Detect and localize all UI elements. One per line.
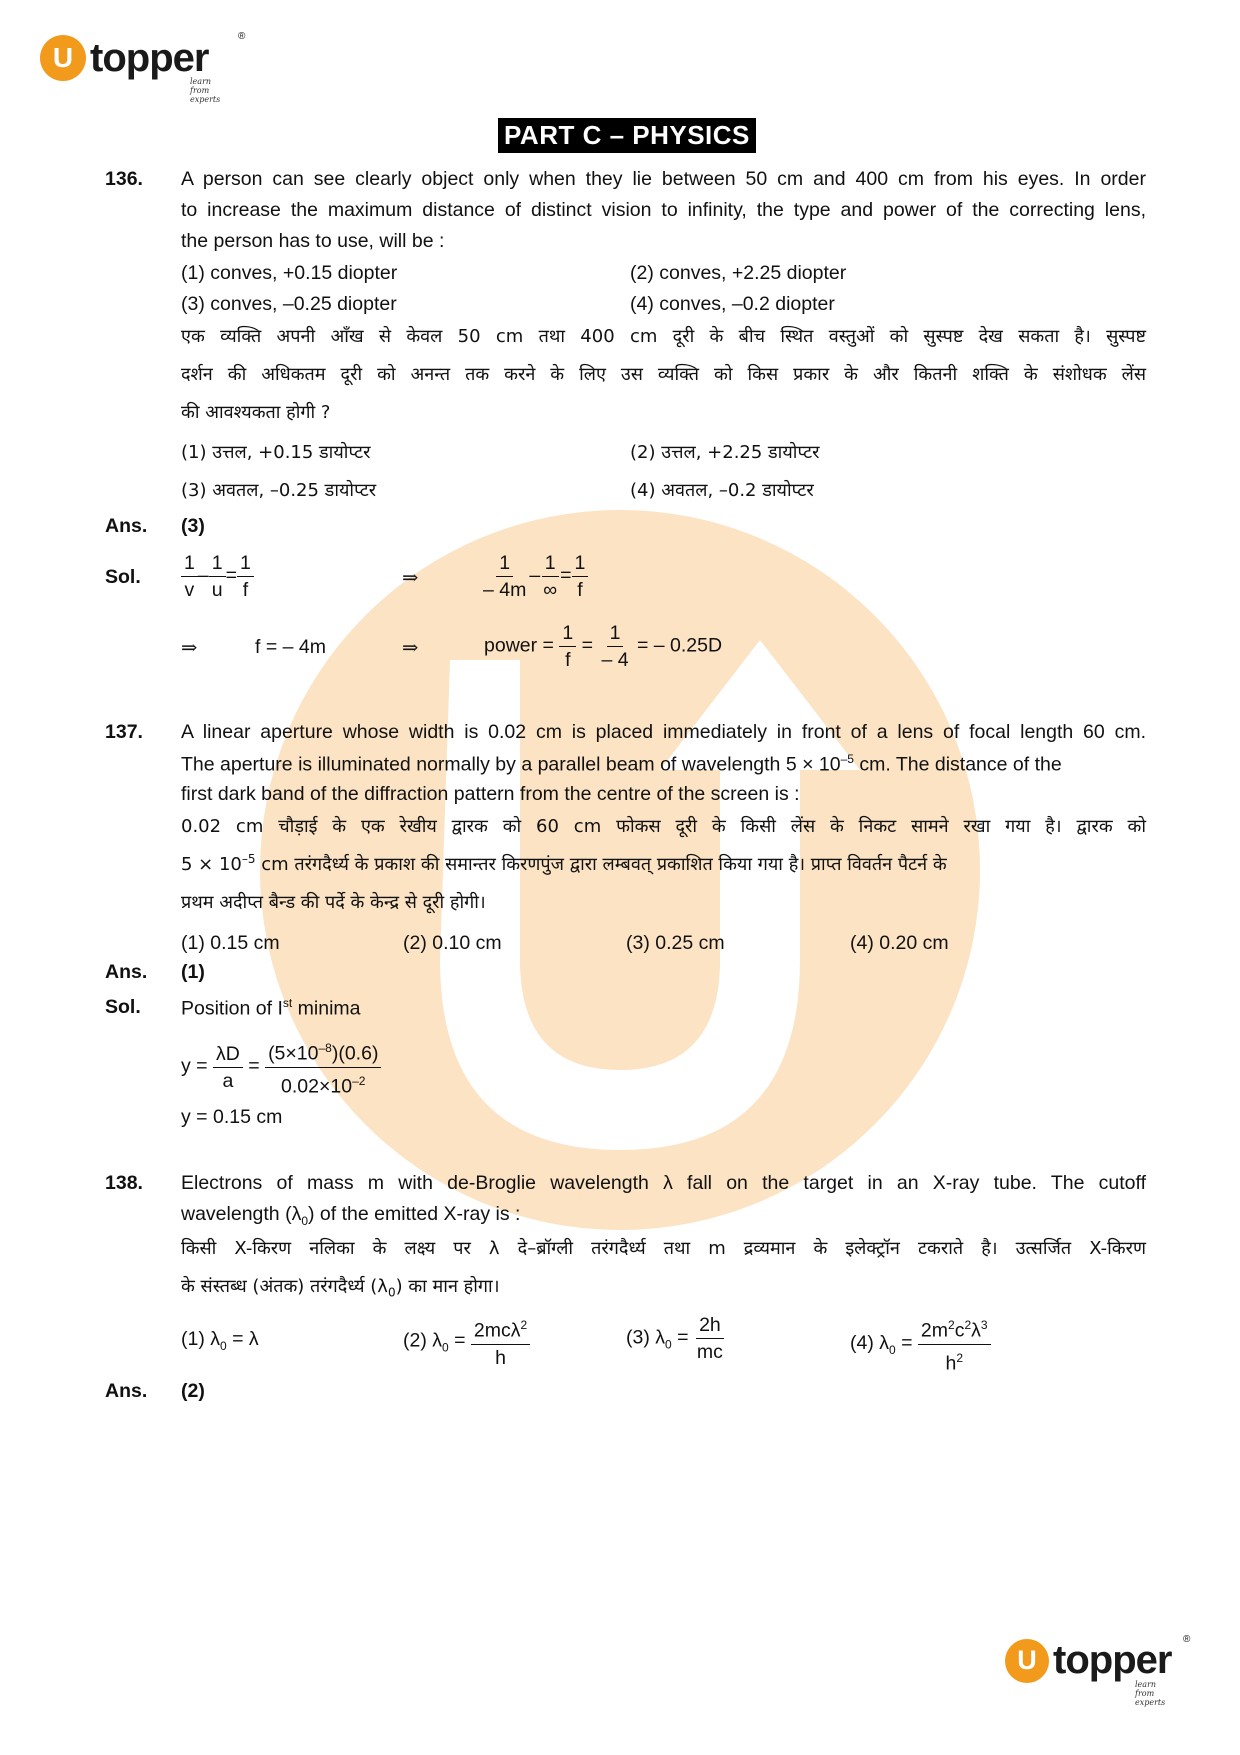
answer-label: Ans.: [105, 961, 148, 983]
q137-option: (1) 0.15 cm: [181, 932, 280, 954]
q136-text-line: the person has to use, will be :: [181, 230, 445, 252]
q136-hindi-line: की आवश्यकता होगी ?: [181, 402, 331, 423]
question-number: 136.: [105, 168, 143, 190]
q136-hindi-line: दर्शन की अधिकतम दूरी को अनन्त तक करने के लिए उस व्यक्ति को किस प्रकार के और कितनी शक्ति के संशोधक लेंस: [181, 364, 1146, 385]
answer-value: (1): [181, 961, 205, 983]
brand-logo-bottom: U topper ® learn from experts: [1005, 1638, 1171, 1683]
q137-option: (4) 0.20 cm: [850, 932, 949, 954]
q138-hindi-line: के संस्तब्ध (अंतक) तरंगदैर्ध्य $(\lambda_0)$ का मान होगा।: [181, 1276, 500, 1300]
q138-text-line: wavelength $(\lambda_0)$ of the emitted X-ray is :: [181, 1203, 521, 1228]
solution-result: y = 0.15 cm: [181, 1106, 283, 1128]
q138-option: (3) $\lambda_0$ = $\frac{2h}{mc}$: [626, 1314, 723, 1363]
q136-option: (4) conves, –0.2 diopter: [630, 293, 835, 315]
q136-option: (3) conves, –0.25 diopter: [181, 293, 397, 315]
q137-option: (2) 0.10 cm: [403, 932, 502, 954]
q137-hindi-line: 0.02 cm चौड़ाई के एक रेखीय द्वारक को 60 cm फोकस दूरी के किसी लेंस के निकट सामने रखा गया है। द्वारक को: [181, 816, 1146, 837]
question-number: 137.: [105, 721, 143, 743]
q138-text-line: Electrons of mass m with de-Broglie wavelength λ fall on the target in an X-ray tube. The cutoff: [181, 1172, 1146, 1194]
q138-option: (2) $\lambda_0$ = $\frac{2mc\lambda^2}{h}$: [403, 1312, 530, 1371]
logo-u-icon: U: [40, 35, 86, 81]
answer-value: (2): [181, 1380, 205, 1402]
q138-option: (1) $\lambda_0 = \lambda$: [181, 1328, 259, 1353]
q136-hindi-line: एक व्यक्ति अपनी आँख से केवल 50 cm तथा 400 cm दूरी के बीच स्थित वस्तुओं को सुस्पष्ट देख सकता है। सुस्पष्ट: [181, 326, 1146, 347]
implies-icon: ⇒: [181, 636, 198, 659]
solution-label: Sol.: [105, 996, 141, 1018]
q136-text-line: A person can see clearly object only when they lie between 50 cm and 400 cm from his eyes. In order: [181, 168, 1146, 190]
implies-icon: ⇒: [402, 566, 419, 589]
q136-option: (2) conves, +2.25 diopter: [630, 262, 847, 284]
solution-label: Sol.: [105, 566, 141, 588]
brand-logo-top: U topper ® learn from experts: [40, 35, 208, 81]
focal-length-result: f = – 4m: [255, 636, 326, 658]
q137-text-line: The aperture is illuminated normally by a parallel beam of wavelength $5 \times 10^{-5}$ cm. The distance of the: [181, 752, 1062, 776]
question-number: 138.: [105, 1172, 143, 1194]
q136-hindi-option: (2) उत्तल, +2.25 डायोप्टर: [630, 442, 820, 463]
q136-option: (1) conves, +0.15 diopter: [181, 262, 398, 284]
q136-hindi-option: (4) अवतल, –0.2 डायोप्टर: [630, 480, 814, 501]
q136-text-line: to increase the maximum distance of distinct vision to infinity, the type and power of the correcting lens,: [181, 199, 1146, 221]
q137-text-line: first dark band of the diffraction pattern from the centre of the screen is :: [181, 783, 800, 805]
logo-u-icon: U: [1005, 1639, 1049, 1683]
q138-hindi-line: किसी X-किरण नलिका के लक्ष्य पर λ दे–ब्रॉग्ली तरंगदैर्ध्य तथा m द्रव्यमान के इलेक्ट्रॉन टकराते है। उत्सर्जित X-किरण: [181, 1238, 1146, 1259]
power-formula: power = $\frac{1}{f}$ = $\frac{1}{- 4}$ = – 0.25D: [484, 622, 723, 671]
q136-hindi-option: (1) उत्तल, +0.15 डायोप्टर: [181, 442, 371, 463]
answer-value: (3): [181, 515, 205, 537]
implies-icon: ⇒: [402, 636, 419, 659]
q138-option: (4) $\lambda_0$ = $\frac{2m^2c^2\lambda^3}{h^2}$: [850, 1312, 991, 1376]
answer-label: Ans.: [105, 1380, 148, 1402]
lens-formula-substituted: $\frac{1}{- 4m}$ – $\frac{1}{\infty}$ = $\frac{1}{f}$: [480, 550, 588, 603]
solution-text: Position of Ist minima: [181, 996, 361, 1020]
answer-label: Ans.: [105, 515, 148, 537]
diffraction-formula: y = $\frac{\lambda D}{a}$ = $\frac{(5\times 10^{-8})(0.6)}{0.02\times 10^{-2}}$: [181, 1035, 381, 1099]
q137-hindi-line: प्रथम अदीप्त बैन्ड की पर्दे के केन्द्र से दूरी होगी।: [181, 892, 486, 913]
q137-text-line: A linear aperture whose width is 0.02 cm is placed immediately in front of a lens of focal length 60 cm.: [181, 721, 1146, 743]
q137-hindi-line: $5 \times 10^{-5}$ cm तरंगदैर्ध्य के प्रकाश की समान्तर किरणपुंज द्वारा लम्बवत् प्रकाशित किया गया है। प्राप्त विवर्तन पैटर्न के: [181, 852, 947, 875]
brand-name: topper: [90, 35, 209, 80]
lens-formula: $\frac{1}{v}$ – $\frac{1}{u}$ = $\frac{1}{f}$: [181, 550, 254, 603]
q136-hindi-option: (3) अवतल, –0.25 डायोप्टर: [181, 480, 377, 501]
q137-option: (3) 0.25 cm: [626, 932, 725, 954]
section-title: PART C – PHYSICS: [498, 118, 756, 153]
brand-name: topper: [1053, 1638, 1172, 1682]
